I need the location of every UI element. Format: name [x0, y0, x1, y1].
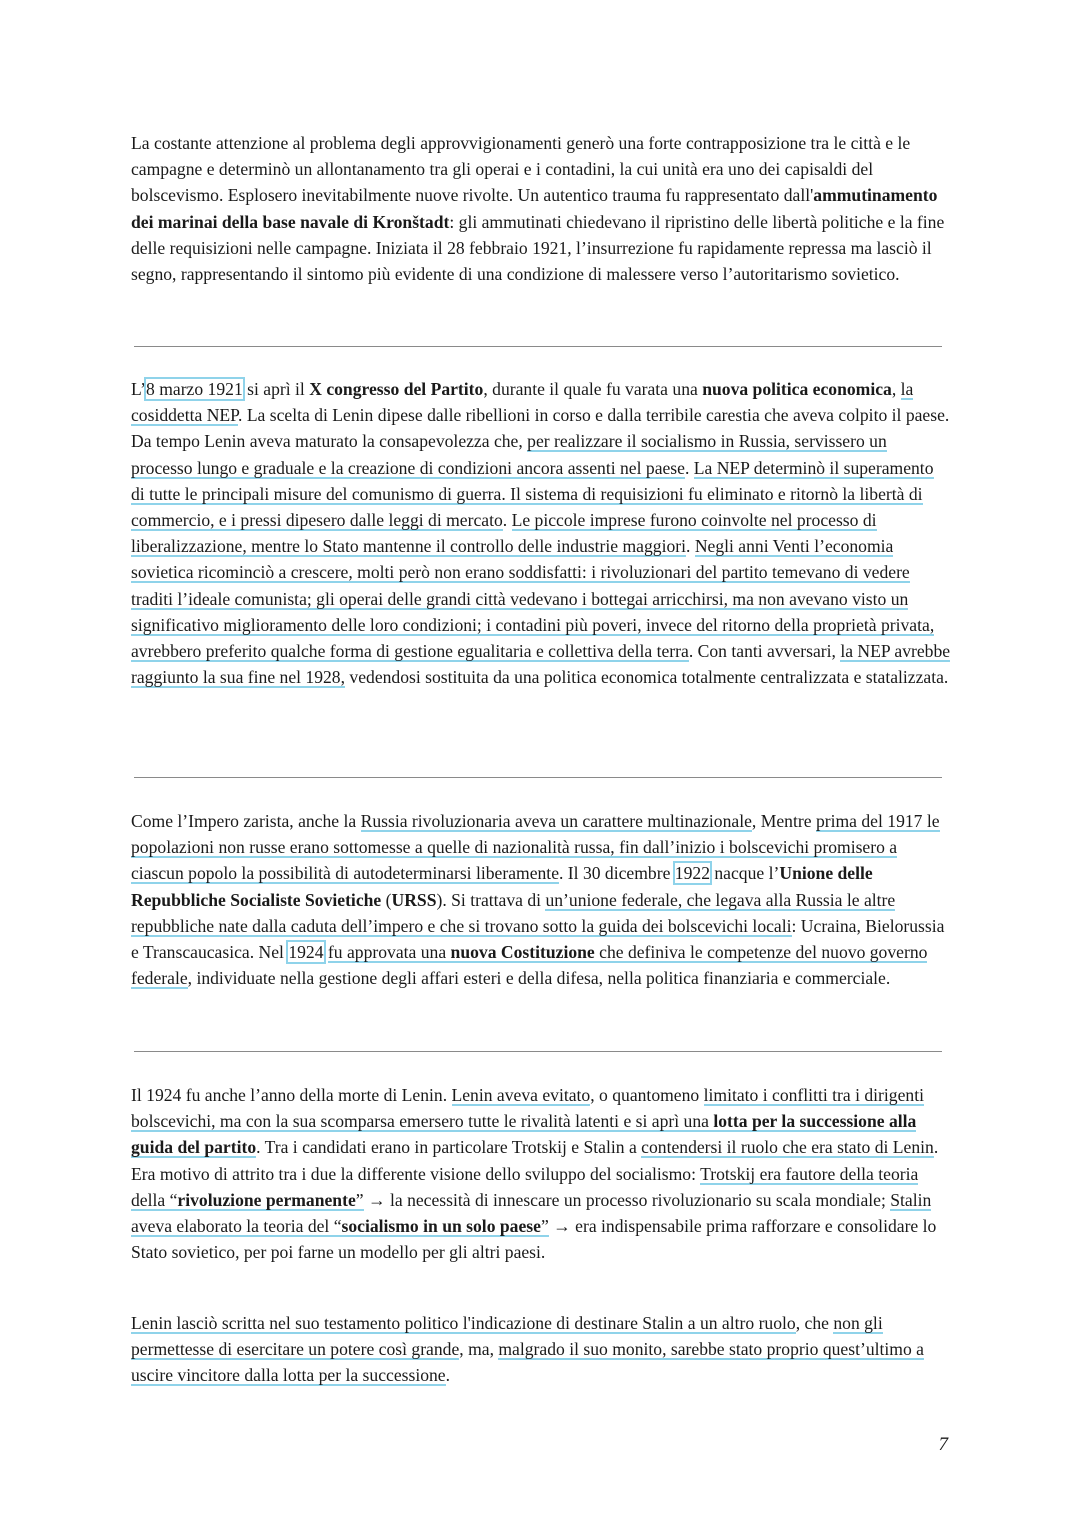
- highlight: La NEP determinò il superamento di tutte le principali misure del comunismo di guerra. Il sistema di requisizioni fu eliminato e ritornò la libertà di commercio, e i pressi dipesero dalle leggi di mercato: [131, 457, 934, 531]
- text: , Mentre: [751, 811, 816, 831]
- highlight: contendersi il ruolo che era stato di Lenin: [641, 1137, 934, 1158]
- divider: [134, 1051, 942, 1052]
- bold-text: rivoluzione permanente: [177, 1189, 356, 1210]
- boxed-date: 1924: [288, 942, 324, 963]
- text: . Il 30 dicembre: [559, 863, 675, 884]
- bold-text: socialismo in un solo paese: [341, 1216, 541, 1237]
- divider: [134, 777, 942, 778]
- text: . Con tanti avversari,: [688, 641, 841, 662]
- highlight: che definiva le competenze del nuovo governo federale: [131, 942, 928, 989]
- divider: [134, 346, 942, 347]
- text: ,: [891, 379, 901, 399]
- paragraph-nep: [131, 376, 951, 690]
- paragraph-succession: [131, 1082, 951, 1265]
- text: Come l’Impero zarista, anche la: [131, 811, 361, 831]
- highlight: Le piccole imprese furono coinvolte nel processo di liberalizzazione, mentre lo Stato mantenne il controllo delle industrie maggiori: [131, 510, 877, 557]
- highlight: la NEP avrebbe raggiunto la sua fine nel 1928,: [131, 641, 951, 688]
- highlight: Lenin aveva evitato: [451, 1085, 591, 1105]
- text: Il 1924 fu anche l’anno della morte di Lenin.: [131, 1085, 452, 1105]
- text: .: [686, 536, 695, 557]
- text: , ma,: [459, 1339, 499, 1360]
- highlight: Stalin aveva elaborato la teoria del “: [131, 1189, 932, 1237]
- highlight: ”: [540, 1216, 549, 1237]
- text: → la necessità di innescare un processo rivoluzionario su scala mondiale;: [363, 1189, 891, 1210]
- text: , o quantomeno: [590, 1085, 704, 1105]
- text: .: [445, 1365, 451, 1386]
- text: nacque l’: [709, 863, 780, 884]
- highlight: per realizzare il socialismo in Russia, servissero un processo lungo e graduale e la creazione di condizioni ancora assenti nel paese: [131, 431, 887, 478]
- bold-text: Unione delle Repubbliche Socialiste Sovietiche: [131, 863, 873, 910]
- text: (: [381, 889, 392, 910]
- boxed-date: 8 marzo 1921: [146, 379, 243, 399]
- highlight: un’unione federale, che legava alla Russia le altre repubbliche nate dalla caduta dell’impero e che si trovano sotto la guida dei bolscevichi locali: [131, 889, 896, 936]
- highlight: fu approvata una: [327, 942, 451, 963]
- text: ). Si trattava di: [436, 889, 546, 910]
- highlight: limitato i conflitti tra i dirigenti bolscevichi, ma con la sua scomparsa emersero tutte le rivalità latenti e si aprì una: [131, 1085, 924, 1132]
- text: . La scelta di Lenin dipese dalle ribellioni in corso e dalla terribile carestia che aveva colpito il paese. Da tempo Lenin aveva maturato la consapevolezza che,: [131, 405, 950, 452]
- text: si aprì il: [242, 379, 310, 399]
- paragraph-urss: [131, 808, 951, 991]
- highlight: malgrado il suo monito, sarebbe stato proprio quest’ultimo a uscire vincitore dalla lotta per la successione: [131, 1339, 924, 1386]
- paragraph-testament: [131, 1310, 951, 1389]
- text: L’: [131, 379, 146, 399]
- bold-text: lotta per la successione alla guida del partito: [131, 1111, 917, 1158]
- highlight: Lenin lasciò scritta nel suo testamento politico l'indicazione di destinare Stalin a un altro ruolo: [131, 1313, 796, 1333]
- text: , che: [795, 1313, 834, 1333]
- highlight: prima del 1917 le popolazioni non russe erano sottomesse a quelle di nazionalità russa, fin dall’inizio i bolscevichi promisero a ciascun popolo la possibilità di autodeterminarsi liberamente: [131, 811, 940, 884]
- text: , individuate nella gestione degli affari esteri e della difesa, nella politica finanziaria e commerciale.: [187, 968, 891, 989]
- highlight: non gli permettesse di esercitare un potere così grande: [131, 1313, 883, 1360]
- highlight: Trotskij era fautore della teoria della “: [131, 1163, 919, 1210]
- text: .: [502, 510, 512, 531]
- bold-text: X congresso del Partito: [309, 379, 484, 399]
- text: : gli ammutinati chiedevano il ripristino delle libertà politiche e la fine delle requisizioni nelle campagne. Iniziata il 28 febbraio 1921, l’insurrezione fu rapidamente repressa ma lasciò il segno, rappresentando il sintomo più evidente di una condizione di malessere verso l’autoritarismo sovietico.: [131, 211, 945, 285]
- text: vedendosi sostituita da una politica economica totalmente centralizzata e statalizzata.: [345, 667, 949, 688]
- text: . Era motivo di attrito tra i due la differente visione dello sviluppo del socialismo:: [131, 1137, 939, 1184]
- highlight: Negli anni Venti l’economia sovietica ricominciò a crescere, molti però non erano soddisfatti: i rivoluzionari del partito temevano di vedere traditi l’ideale comunista; gli operai delle grandi città vedevano i bottegai arricchirsi, ma non avevano visto un significativo miglioramento delle loro condizioni; i contadini più poveri, invece del ritorno della proprietà privata, avrebbero preferito qualche forma di gestione egualitaria e collettiva della terra: [131, 536, 935, 662]
- boxed-date: 1922: [674, 863, 710, 884]
- bold-text: nuova politica economica: [702, 379, 892, 399]
- highlight: Russia rivoluzionaria aveva un carattere multinazionale: [360, 811, 752, 831]
- text: . Tra i candidati erano in particolare Trotskij e Stalin a: [256, 1137, 642, 1158]
- highlight: ”: [355, 1189, 364, 1210]
- text: .: [684, 457, 694, 478]
- text: → era indispensabile prima rafforzare e consolidare lo Stato sovietico, per poi farne un modello per gli altri paesi.: [131, 1216, 937, 1263]
- text: , durante il quale fu varata una: [483, 379, 703, 399]
- bold-text: URSS: [391, 889, 437, 910]
- text: : Ucraina, Bielorussia e Transcaucasica. Nel: [131, 915, 945, 963]
- bold-text: nuova Costituzione: [450, 942, 595, 963]
- paragraph-kronstadt: [131, 130, 951, 287]
- highlight: la cosiddetta NEP: [131, 379, 914, 426]
- bold-text: ammutinamento dei marinai della base navale di Kronštadt: [131, 185, 938, 232]
- text: La costante attenzione al problema degli approvvigionamenti generò una forte contrapposizione tra le città e le campagne e determinò un allontanamento tra gli operai e i contadini, la cui unità era uno dei capisaldi del bolscevismo. Esplosero inevitabilmente nuove rivolte. Un autentico trauma fu rappresentato dall': [131, 133, 911, 206]
- page-number: 7: [938, 1434, 948, 1455]
